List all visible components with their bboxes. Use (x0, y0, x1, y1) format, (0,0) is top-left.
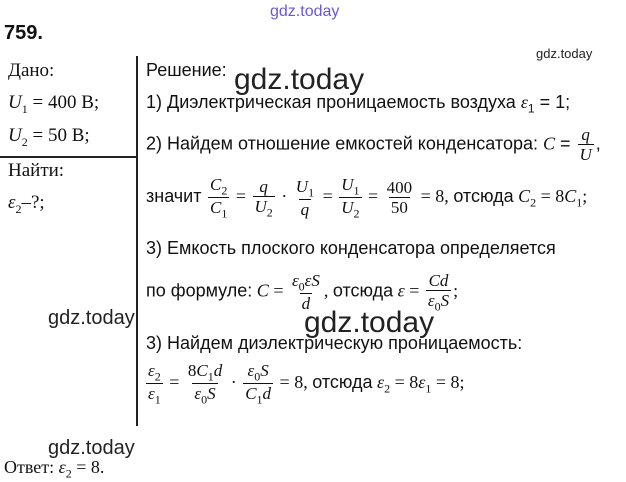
solution-step2b: значит $\frac{C_2}{C_1}$ = $\frac{q}{U_2}$ · $\frac{U_1}{q}$ = $\frac{U_1}{U_2}$ = $\frac{400}{50}$ = 8, отсюда $C_2 = 8C_1$; (146, 175, 588, 221)
given-u1: $U_1 = 400$ В; (8, 92, 100, 116)
solution-step1: 1) Диэлектрическая проницаемость воздуха $\varepsilon_1 = 1$; (146, 92, 571, 116)
watermark-left-2: gdz.today (48, 437, 135, 459)
watermark-big-2: gdz.today (304, 306, 435, 339)
solution-title: Решение: (146, 60, 227, 80)
given-u2: $U_2 = 50$ В; (8, 125, 90, 149)
divider-vertical (136, 56, 138, 426)
solution-step4b: $\frac{\varepsilon_2}{\varepsilon_1}$ = $\frac{8C_1d}{\varepsilon_0S}$ · $\frac{\varepsilon_0S}{C_1d}$ = 8, отсюда $\varepsilon_2 = 8\varepsilon_1 = 8$; (148, 361, 465, 407)
solution-step2: 2) Найдем отношение емкостей конденсатора: C = $\frac{q}{U}$ , (146, 125, 601, 164)
watermark-top: gdz.today (270, 3, 340, 20)
find-value: $\varepsilon_2-$?; (8, 192, 45, 216)
watermark-left-1: gdz.today (48, 307, 135, 329)
find-title: Найти: (8, 160, 65, 181)
given-title: Дано: (8, 60, 55, 81)
divider-given (0, 156, 137, 158)
solution-step4: 3) Найдем диэлектрическую проницаемость: (146, 333, 523, 353)
answer: Ответ: $\varepsilon_2 = 8$. (4, 457, 105, 481)
problem-number: 759. (4, 22, 43, 44)
watermark-big-1: gdz.today (234, 63, 365, 96)
watermark-right: gdz.today (536, 46, 593, 61)
solution-step3b: по формуле: C = $\frac{\varepsilon_0\varepsilon S}{d}$ , отсюда ε = $\frac{Cd}{\varepsilon_0S}$ ; (146, 271, 459, 314)
solution-step3: 3) Емкость плоского конденсатора определяется (146, 238, 556, 258)
